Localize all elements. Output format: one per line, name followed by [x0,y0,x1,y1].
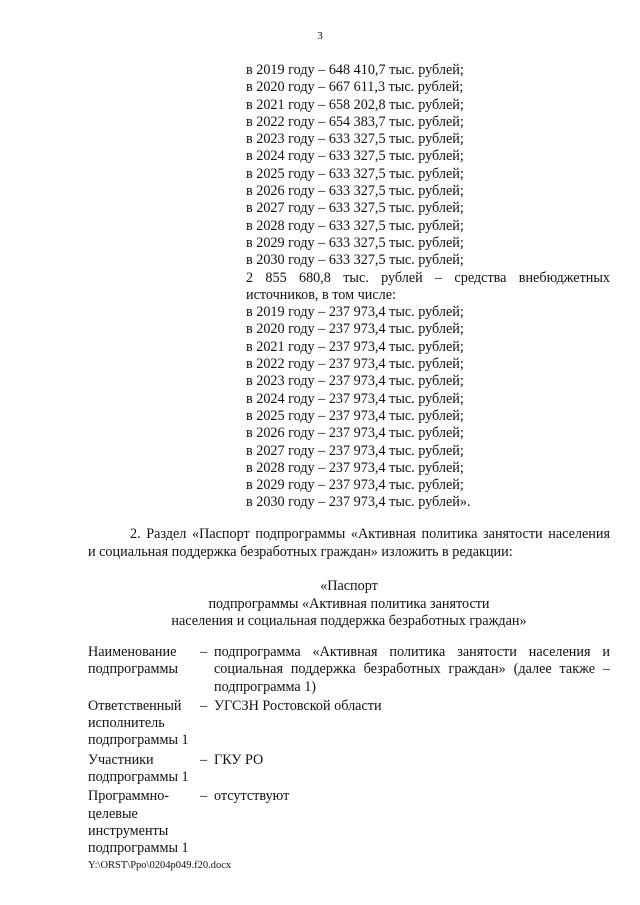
extrabudget-line-2: источников, в том числе: [246,286,396,303]
funding-year-line-9: в 2028 году – 633 327,5 тыс. рублей; [246,217,464,234]
extrabudget-year-line-4: в 2023 году – 237 973,4 тыс. рублей; [246,373,464,390]
passport-row-instruments [88,788,610,857]
extrabudget-year-line-10: в 2029 году – 237 973,4 тыс. рублей; [246,477,464,494]
passport-title-line-2: подпрограммы «Активная политика занятости [208,595,490,612]
funding-list-extrabudget [246,304,610,512]
row-label: Наименование подпрограммы [88,644,178,678]
passport-title [88,578,610,631]
extrabudget-year-line-7: в 2026 году – 237 973,4 тыс. рублей; [246,425,464,442]
row-dash: – [200,751,208,768]
row-label: Ответственный исполнитель подпрограммы 1 [88,697,189,749]
row-dash: – [200,788,208,805]
row-label: Участники подпрограммы 1 [88,751,189,786]
funding-block [246,62,610,512]
passport-title-line-1: «Паспорт [320,578,378,594]
extrabudget-year-line-9: в 2028 году – 237 973,4 тыс. рублей; [246,459,464,476]
funding-list-total [246,62,610,270]
extrabudget-year-line-11: в 2030 году – 237 973,4 тыс. рублей». [246,494,471,511]
funding-year-line-7: в 2026 году – 633 327,5 тыс. рублей; [246,183,464,200]
row-value: подпрограмма «Активная политика занятости населения и социальная поддержка безработных граждан» (далее также – подпрограмма 1) [214,644,610,695]
funding-year-line-5: в 2024 году – 633 327,5 тыс. рублей; [246,148,464,165]
passport-row-participants [88,752,610,787]
funding-year-line-3: в 2022 году – 654 383,7 тыс. рублей; [246,113,464,130]
row-value: отсутствуют [214,788,290,805]
extrabudget-year-line-2: в 2021 году – 237 973,4 тыс. рублей; [246,338,464,355]
extrabudget-year-line-8: в 2027 году – 237 973,4 тыс. рублей; [246,442,464,459]
funding-year-line-6: в 2025 году – 633 327,5 тыс. рублей; [246,165,464,182]
section-2-line-1: 2. Раздел «Паспорт подпрограммы «Активная политика занятости населения [130,526,610,542]
funding-year-line-2: в 2021 году – 658 202,8 тыс. рублей; [246,96,464,113]
extrabudget-year-line-1: в 2020 году – 237 973,4 тыс. рублей; [246,321,464,338]
funding-year-line-4: в 2023 году – 633 327,5 тыс. рублей; [246,131,464,148]
passport-table [88,644,610,860]
row-dash: – [200,697,208,714]
extrabudget-year-line-0: в 2019 году – 237 973,4 тыс. рублей; [246,304,464,321]
passport-row-name [88,644,610,696]
extrabudget-year-line-5: в 2024 году – 237 973,4 тыс. рублей; [246,390,464,407]
section-2-line-2: и социальная поддержка безработных граждан» изложить в редакции: [88,544,513,560]
extrabudget-year-line-3: в 2022 году – 237 973,4 тыс. рублей; [246,356,464,373]
row-label: Программно-целевые инструменты подпрограммы 1 [88,788,189,857]
funding-year-line-11: в 2030 году – 633 327,5 тыс. рублей; [246,252,464,269]
row-dash: – [200,644,208,660]
file-path-footer: Y:\ORST\Ppo\0204p049.f20.docx [88,860,232,871]
funding-year-line-0: в 2019 году – 648 410,7 тыс. рублей; [246,62,464,78]
row-value: ГКУ РО [214,751,264,768]
row-value: УГСЗН Ростовской области [214,697,382,714]
funding-year-line-8: в 2027 году – 633 327,5 тыс. рублей; [246,200,464,217]
extrabudget-line-1: 2 855 680,8 тыс. рублей – средства внебюджетных [246,269,610,286]
passport-row-executor [88,698,610,750]
funding-year-line-1: в 2020 году – 667 611,3 тыс. рублей; [246,79,464,96]
page-number: 3 [317,30,323,42]
section-2-paragraph [88,525,610,561]
passport-title-line-3: населения и социальная поддержка безработных граждан» [171,613,527,629]
extrabudget-year-line-6: в 2025 году – 237 973,4 тыс. рублей; [246,407,464,424]
funding-year-line-10: в 2029 году – 633 327,5 тыс. рублей; [246,234,464,251]
